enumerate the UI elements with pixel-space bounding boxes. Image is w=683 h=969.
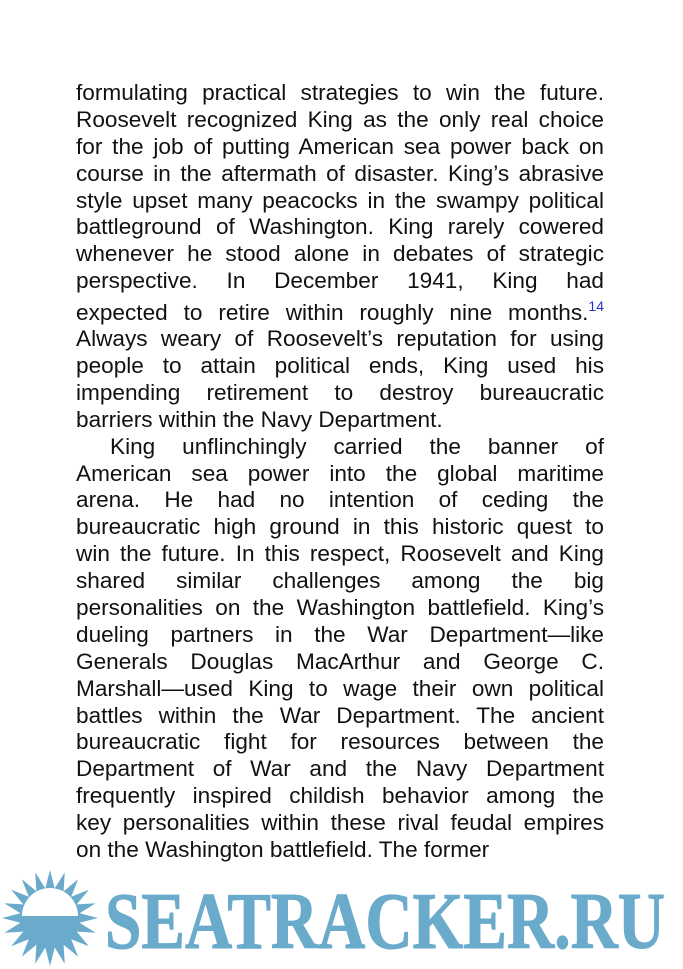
text-line: win the future. In this respect, Roosevelt and King	[76, 541, 604, 567]
text-line: shared similar challenges among the big	[76, 568, 604, 594]
text-line: dueling partners in the War Department—like	[76, 621, 604, 647]
footnote-ref[interactable]: 14	[588, 298, 604, 315]
text-line: key personalities within these rival feudal empires	[76, 810, 604, 836]
text-line: American sea power into the global maritime	[76, 460, 604, 486]
text-line: people to attain political ends, King used his	[76, 353, 604, 379]
text-line: perspective. In December 1941, King had	[76, 268, 604, 294]
svg-text:SEATRACKER.RU: SEATRACKER.RU	[105, 878, 665, 966]
text-line: style upset many peacocks in the swampy political	[76, 187, 604, 213]
text-line: frequently inspired childish behavior among the	[76, 783, 604, 809]
text-line: on the Washington battlefield. The former	[76, 837, 490, 863]
document-body	[76, 80, 604, 864]
text-line: bureaucratic fight for resources between the	[76, 729, 604, 755]
text-line: Department of War and the Navy Department	[76, 756, 604, 782]
text-line: Always weary of Roosevelt’s reputation for using	[76, 326, 604, 352]
text-line: bureaucratic high ground in this historic quest to	[76, 514, 604, 540]
text-line: whenever he stood alone in debates of strategic	[76, 241, 604, 267]
text-line: King unflinchingly carried the banner of	[110, 433, 604, 459]
text-line: personalities on the Washington battlefield. King’s	[76, 595, 604, 621]
text-line: barriers within the Navy Department.	[76, 406, 443, 432]
text-line: battleground of Washington. King rarely cowered	[76, 214, 604, 240]
text-line: impending retirement to destroy bureaucratic	[76, 379, 604, 405]
text-line: arena. He had no intention of ceding the	[76, 487, 604, 513]
text-line: Roosevelt recognized King as the only real choice	[76, 106, 604, 132]
text-line: battles within the War Department. The ancient	[76, 702, 604, 728]
text-line: Generals Douglas MacArthur and George C.	[76, 648, 604, 674]
text-line: expected to retire within roughly nine months.$^{14}$	[76, 298, 604, 326]
sun-icon	[2, 870, 98, 966]
seatracker-watermark-logo	[0, 868, 683, 968]
text-line: Marshall—used King to wage their own political	[76, 675, 604, 701]
text-line: course in the aftermath of disaster. King’s abrasive	[76, 160, 604, 186]
text-line: formulating practical strategies to win the future.	[76, 80, 604, 105]
text-line: for the job of putting American sea power back on	[76, 133, 604, 159]
